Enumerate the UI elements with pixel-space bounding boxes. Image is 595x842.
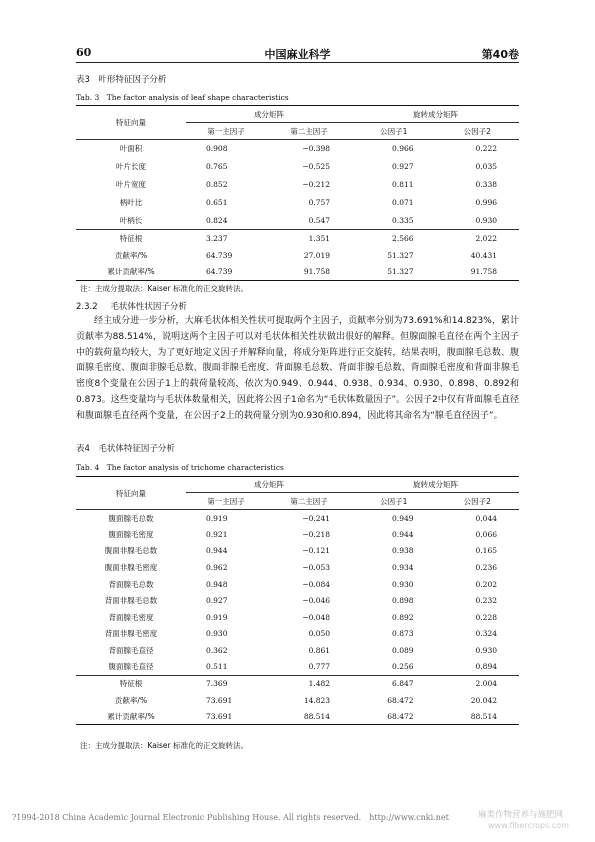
cell-f1: 0.921 [206, 529, 228, 539]
table3-caption-cn: 表3 叶形特征因子分析 [76, 75, 167, 85]
cell-f1: 0.944 [206, 546, 228, 556]
cell-c1: 6.847 [392, 679, 414, 689]
body-paragraph [76, 314, 519, 425]
cell-c1: 0.938 [392, 546, 414, 556]
col-header-f2: 第二主因子 [290, 126, 328, 136]
cell-f2: 0.861 [308, 646, 331, 656]
table-row [76, 692, 519, 709]
cell-f2: 91.758 [266, 264, 352, 281]
cell-c2: 0.066 [475, 529, 497, 539]
col-header-f1: 第一主因子 [207, 496, 245, 506]
cell-f1: 0.765 [206, 162, 228, 171]
cell-c2: 0.996 [475, 198, 497, 207]
cell-c2: 0.222 [475, 144, 497, 154]
row-label: 腹面腺毛密度 [108, 529, 154, 539]
cell-f2: −0.121 [302, 546, 331, 556]
cell-f1: 7.369 [206, 679, 228, 689]
cell-c1: 51.327 [352, 264, 435, 281]
row-label: 叶片长度 [116, 162, 146, 171]
row-label: 腹面非腺毛密度 [104, 563, 158, 573]
cell-f2: −0.048 [302, 612, 331, 622]
cell-f1: 3.237 [206, 233, 228, 243]
row-label: 累计贡献率/% [76, 708, 186, 725]
cell-f1: 0.852 [206, 180, 228, 189]
cell-f1: 73.691 [206, 695, 233, 705]
journal-title: 中国麻业科学 [264, 48, 331, 61]
cell-f2: −0.218 [302, 529, 331, 539]
table-row [76, 264, 519, 281]
cell-f2: −0.084 [302, 579, 331, 589]
table-row [76, 592, 519, 609]
cell-c1: 0.898 [392, 596, 414, 606]
cell-f2: −0.525 [302, 162, 331, 171]
cell-f2: −0.212 [302, 180, 331, 189]
col-header-c2: 公因子2 [463, 126, 491, 136]
cell-f1: 64.739 [206, 250, 233, 260]
table4 [76, 476, 519, 725]
cell-c2: 0.165 [475, 546, 497, 556]
cell-f2: 1.482 [308, 679, 331, 689]
col-header-f1: 第一主因子 [207, 126, 245, 136]
cell-c2: 0.894 [475, 662, 497, 672]
table-row [76, 559, 519, 576]
cell-f1: 0.919 [206, 513, 228, 523]
row-label: 叶片宽度 [116, 180, 146, 189]
col-header-feature: 特征向量 [116, 118, 146, 127]
row-label: 腹面腺毛直径 [108, 662, 154, 672]
cell-c2: 0.324 [475, 629, 497, 639]
cell-f1: 64.739 [186, 264, 266, 281]
cell-c2: 20.042 [470, 695, 497, 705]
section-title: 毛状体性状因子分析 [110, 302, 187, 312]
table-row [76, 510, 519, 527]
table-row [76, 659, 519, 676]
watermark-text: 麻类作物营养与施肥网 [478, 810, 564, 820]
row-label: 特征根 [119, 679, 143, 689]
row-label: 背面腺毛总数 [108, 579, 154, 589]
cell-c1: 0.089 [392, 646, 414, 656]
row-label: 腹面非腺毛总数 [104, 546, 158, 556]
col-header-c1: 公因子1 [380, 126, 408, 136]
col-header-c1: 公因子1 [380, 496, 408, 506]
cell-c2: 0.044 [475, 513, 497, 523]
cell-f1: 0.962 [206, 563, 228, 573]
cell-f1: 0.824 [206, 215, 228, 225]
cell-f1: 0.927 [206, 596, 228, 606]
cell-c1: 0.256 [392, 662, 414, 672]
cell-c1: 0.930 [392, 579, 414, 589]
cell-c1: 68.472 [352, 708, 435, 725]
table3-note: 注：主成分提取法：Kaiser 标准化的正交旋转法。 [80, 284, 248, 293]
cell-c2: 2.022 [475, 233, 497, 243]
table-row [76, 230, 519, 247]
cell-c2: 0.236 [475, 563, 497, 573]
cell-c2: 0.232 [475, 596, 497, 606]
cell-c1: 0.335 [392, 215, 414, 225]
table-row [76, 526, 519, 543]
table-row [76, 626, 519, 643]
cell-f2: 14.823 [303, 695, 331, 705]
cell-f1: 0.908 [206, 144, 228, 154]
cell-c1: 0.892 [392, 612, 414, 622]
cell-f1: 0.651 [206, 198, 228, 207]
row-label: 背面非腺毛总数 [104, 596, 158, 606]
table4-caption-en: Tab. 4 The factor analysis of trichome characteristics [76, 463, 284, 472]
col-header-feature: 特征向量 [116, 488, 146, 498]
cell-f2: 27.019 [303, 250, 331, 260]
section-number: 2.3.2 [76, 302, 98, 312]
cell-c2: 2.004 [475, 679, 497, 689]
cell-c1: 0.811 [392, 180, 414, 189]
table-row [76, 140, 519, 158]
table3-caption-en: Tab. 3 The factor analysis of leaf shape characteristics [76, 93, 289, 102]
row-label: 背面腺毛直径 [108, 646, 154, 656]
cell-f2: −0.241 [302, 513, 331, 523]
cell-f2: 0.777 [308, 662, 331, 672]
row-label: 背面腺毛密度 [108, 612, 154, 622]
cell-c2: 0.228 [475, 612, 497, 622]
cell-c2: 0.930 [475, 215, 497, 225]
col-group-component: 成分矩阵 [186, 106, 352, 123]
table-row [76, 609, 519, 626]
running-header [76, 46, 519, 62]
table-row [76, 247, 519, 264]
col-group-rotated: 旋转成分矩阵 [352, 477, 519, 493]
row-label: 腹面腺毛总数 [108, 513, 154, 523]
row-label: 柄叶比 [119, 198, 143, 207]
cell-f2: 0.757 [308, 198, 331, 207]
col-header-f2: 第二主因子 [290, 496, 328, 506]
cell-f2: −0.053 [302, 563, 331, 573]
cell-c2: 0.338 [475, 180, 497, 189]
cell-c1: 0.071 [392, 198, 414, 207]
cell-c2: 91.758 [436, 264, 519, 281]
cell-f1: 0.362 [206, 646, 228, 656]
table-row [76, 675, 519, 692]
volume-label: 第40卷 [481, 48, 519, 61]
table3 [76, 105, 519, 281]
cell-f1: 0.948 [206, 579, 228, 589]
cell-f2: 1.351 [308, 233, 331, 243]
cell-c2: 0.035 [475, 162, 497, 171]
cell-c1: 2.566 [392, 233, 414, 243]
row-label: 叶柄长 [119, 215, 143, 225]
row-label: 贡献率/% [114, 250, 148, 260]
table-row [76, 158, 519, 176]
table-row [76, 576, 519, 593]
table-row [76, 212, 519, 230]
table-row [76, 708, 519, 725]
row-label: 背面非腺毛密度 [104, 629, 158, 639]
cell-c2: 0.930 [475, 646, 497, 656]
cell-f2: −0.398 [302, 144, 331, 154]
cell-c2: 40.431 [470, 250, 497, 260]
cell-c2: 0.202 [475, 579, 497, 589]
section-heading [76, 300, 187, 312]
table4-note: 注：主成分提取法：Kaiser 标准化的正交旋转法。 [80, 741, 248, 750]
table4-caption-cn: 表4 毛状体特征因子分析 [76, 444, 175, 454]
cell-f2: −0.046 [302, 596, 331, 606]
row-label: 累计贡献率/% [76, 264, 186, 281]
page-number: 60 [76, 46, 92, 59]
cell-c1: 0.873 [392, 629, 414, 639]
cell-c1: 0.934 [392, 563, 414, 573]
cell-f2: 88.514 [266, 708, 352, 725]
row-label: 叶面积 [119, 144, 143, 154]
cell-f1: 73.691 [186, 708, 266, 725]
copyright-footer: ?1994-2018 China Academic Journal Electronic Publishing House. All rights reserved. http://www.cnki.net [12, 813, 449, 822]
col-group-component: 成分矩阵 [186, 477, 352, 493]
col-group-rotated: 旋转成分矩阵 [352, 106, 519, 123]
cell-c1: 0.949 [392, 513, 414, 523]
cell-f2: 0.050 [308, 629, 331, 639]
cell-c2: 88.514 [436, 708, 519, 725]
cell-c1: 68.472 [387, 695, 414, 705]
row-label: 贡献率/% [114, 695, 148, 705]
cell-f2: 0.547 [308, 215, 331, 225]
row-label: 特征根 [119, 233, 143, 243]
cell-c1: 0.944 [392, 529, 414, 539]
header-rule [76, 62, 519, 63]
cell-c1: 0.966 [392, 144, 414, 154]
cell-c1: 51.327 [387, 250, 414, 260]
cell-f1: 0.511 [206, 662, 228, 672]
cell-c1: 0.927 [392, 162, 414, 171]
table-row [76, 194, 519, 212]
cell-f1: 0.930 [206, 629, 228, 639]
table-row [76, 176, 519, 194]
table-row [76, 642, 519, 659]
watermark-url: www.fibercrops.com [488, 821, 569, 830]
table-row [76, 543, 519, 560]
paragraph-text: 经主成分进一步分析，大麻毛状体相关性状可提取两个主因子，贡献率分别为73.691%和14.823%，累计贡献率为88.514%，说明这两个主因子可以对毛状体相关性状做出很好的解释。但腺面腺毛直径在两个主因子中的载荷量均较大，为了更好地定义因子并解释向量，将成分矩阵进行正交旋转，结果表明，腹面腺毛总数、腹面腺毛密度、腹面非腺毛总数、腹面非腺毛密度、背面腺毛总数、背面非腺毛总数、背面腺毛密度和背面非腺毛密度8个变量在公因子1上的载荷量较高，依次为0.949、0.944、0.938、0.934、0.930、0.898、0.892和0.873。这些变量均与毛状体数量相关，因此将公因子1命名为“毛状体数量因子”。公因子2中仅有背面腺毛直径和腹面腺毛直径两个变量，在公因子2上的载荷量分别为0.930和0.894，因此将其命名为“腺毛直径因子”。 [76, 316, 519, 421]
col-header-c2: 公因子2 [463, 496, 491, 506]
cell-f1: 0.919 [206, 612, 228, 622]
